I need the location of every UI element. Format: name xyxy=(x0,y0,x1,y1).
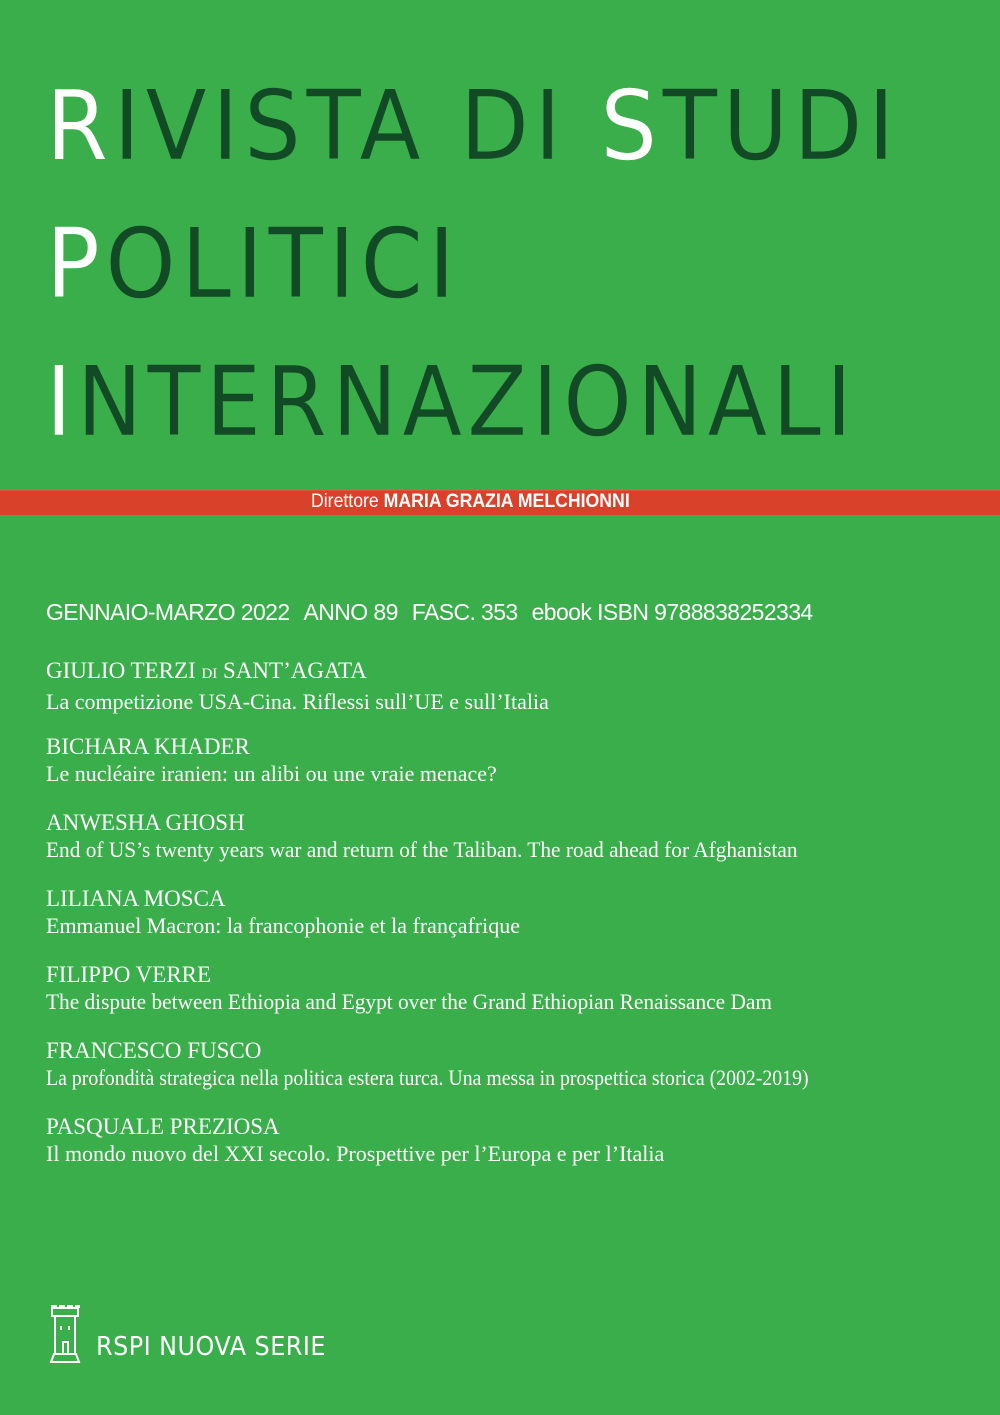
article-entry xyxy=(46,657,986,733)
article-entry xyxy=(46,809,986,885)
article-entry xyxy=(46,733,986,809)
table-of-contents xyxy=(46,657,986,1189)
article-title: La profondità strategica nella politica estera turca. Una messa in prospettica storica (2002-2019) xyxy=(46,1065,809,1090)
director-label: Direttore xyxy=(311,491,379,512)
article-title: Emmanuel Macron: la francophonie et la françafrique xyxy=(46,913,520,938)
tower-icon xyxy=(48,1304,82,1364)
director-name: MARIA GRAZIA MELCHIONNI xyxy=(383,491,630,512)
title-text: OLITICI xyxy=(105,208,461,320)
article-title: Il mondo nuovo del XXI secolo. Prospettive per l’Europa e per l’Italia xyxy=(46,1141,665,1166)
article-author: LILIANA MOSCA xyxy=(46,886,226,911)
article-title: End of US’s twenty years war and return of the Taliban. The road ahead for Afghanistan xyxy=(46,837,798,862)
title-text: IVISTA DI xyxy=(113,70,601,182)
article-entry xyxy=(46,961,986,1037)
issue-year: ANNO 89 xyxy=(303,599,398,625)
title-initial-r: R xyxy=(46,70,114,182)
journal-title-line-2 xyxy=(46,208,461,320)
article-title: Le nucléaire iranien: un alibi ou une vraie menace? xyxy=(46,761,497,786)
issue-period: GENNAIO-MARZO 2022 xyxy=(46,599,290,625)
article-title: The dispute between Ethiopia and Egypt over the Grand Ethiopian Renaissance Dam xyxy=(46,989,772,1014)
journal-title-line-3 xyxy=(46,346,858,458)
series-footer xyxy=(48,1302,346,1364)
article-entry xyxy=(46,1037,986,1113)
article-author: FILIPPO VERRE xyxy=(46,962,212,987)
director-line xyxy=(311,491,630,513)
article-author: BICHARA KHADER xyxy=(46,734,250,759)
issue-isbn: ebook ISBN 9788838252334 xyxy=(531,599,813,625)
article-entry xyxy=(46,885,986,961)
article-author: PASQUALE PREZIOSA xyxy=(46,1114,280,1139)
article-author: ANWESHA GHOSH xyxy=(46,810,245,835)
title-initial-p: P xyxy=(46,208,106,320)
title-initial-s: S xyxy=(600,70,663,182)
article-author: FRANCESCO FUSCO xyxy=(46,1038,262,1063)
title-text: TUDI xyxy=(662,70,900,182)
article-author: GIULIO TERZI DI SANT’AGATA xyxy=(46,658,367,683)
article-entry xyxy=(46,1113,986,1189)
article-title: La competizione USA-Cina. Riflessi sull’UE e sull’Italia xyxy=(46,689,549,714)
issue-info xyxy=(46,599,827,626)
title-initial-i: I xyxy=(46,346,78,458)
issue-fascicle: FASC. 353 xyxy=(411,599,518,625)
title-text: NTERNAZIONALI xyxy=(77,346,858,458)
journal-title-line-1 xyxy=(46,70,900,182)
series-label: RSPI NUOVA SERIE xyxy=(96,1332,326,1362)
